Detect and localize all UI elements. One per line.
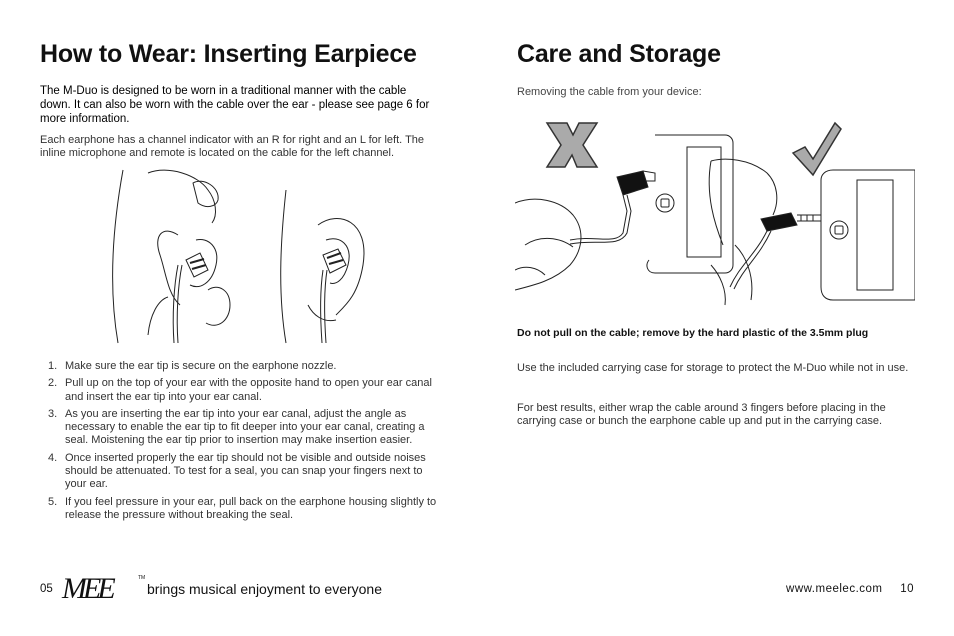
cable-removal-illustration [515,115,915,307]
channel-indicator-text: Each earphone has a channel indicator with an R for right and an L for left. The inline microphone and remote is located on the cable for the left channel. [40,134,425,160]
step-item: 1. Make sure the ear tip is secure on the earphone nozzle. [48,360,337,372]
svg-text:MEE: MEE [62,572,112,605]
removing-caption: Removing the cable from your device: [517,86,702,98]
right-page [477,0,954,636]
step-item: 2. Pull up on the top of your ear with the opposite hand to open your ear canal and insert the ear tip into your ear canal. [48,377,432,403]
page-title-wear: How to Wear: Inserting Earpiece [40,40,417,68]
svg-text:TM: TM [138,575,146,581]
intro-text: The M-Duo is designed to be worn in a traditional manner with the cable down. It can also be worn with the cable over the ear - please see page 6 for more information. [40,85,430,125]
mee-logo [60,570,146,606]
page-number-left: 05 [40,583,53,595]
tagline: brings musical enjoyment to everyone [147,581,383,597]
cable-warning: Do not pull on the cable; remove by the hard plastic of the 3.5mm plug [517,327,869,339]
step-item: 5. If you feel pressure in your ear, pull back on the earphone housing slightly to release the pressure without breaking the seal. [48,495,437,521]
page-title-care: Care and Storage [517,40,721,68]
insertion-steps-list [40,360,440,526]
step-item: 4. Once inserted properly the ear tip should not be visible and outside noises should be attenuated. To test for a seal, you can snap your fingers next to your ear. [48,451,426,491]
footer-right [786,583,914,595]
carrying-case-text: Use the included carrying case for storage to protect the M-Duo while not in use. [517,362,909,374]
page-number-right: 10 [900,583,914,595]
website-url: www.meelec.com [786,583,883,595]
ear-insertion-illustration [108,165,366,345]
x-mark-icon [547,123,597,167]
check-mark-icon [793,123,841,175]
best-results-text: For best results, either wrap the cable around 3 fingers before placing in the carrying case or bunch the earphone cable up and put in the carrying case. [517,402,886,428]
step-item: 3. As you are inserting the ear tip into your ear canal, adjust the angle as necessary to enable the ear tip to fit deeper into your ear canal, creating a seal. Moistening the ear tip prior to insertion may make insertion easier. [48,407,425,447]
